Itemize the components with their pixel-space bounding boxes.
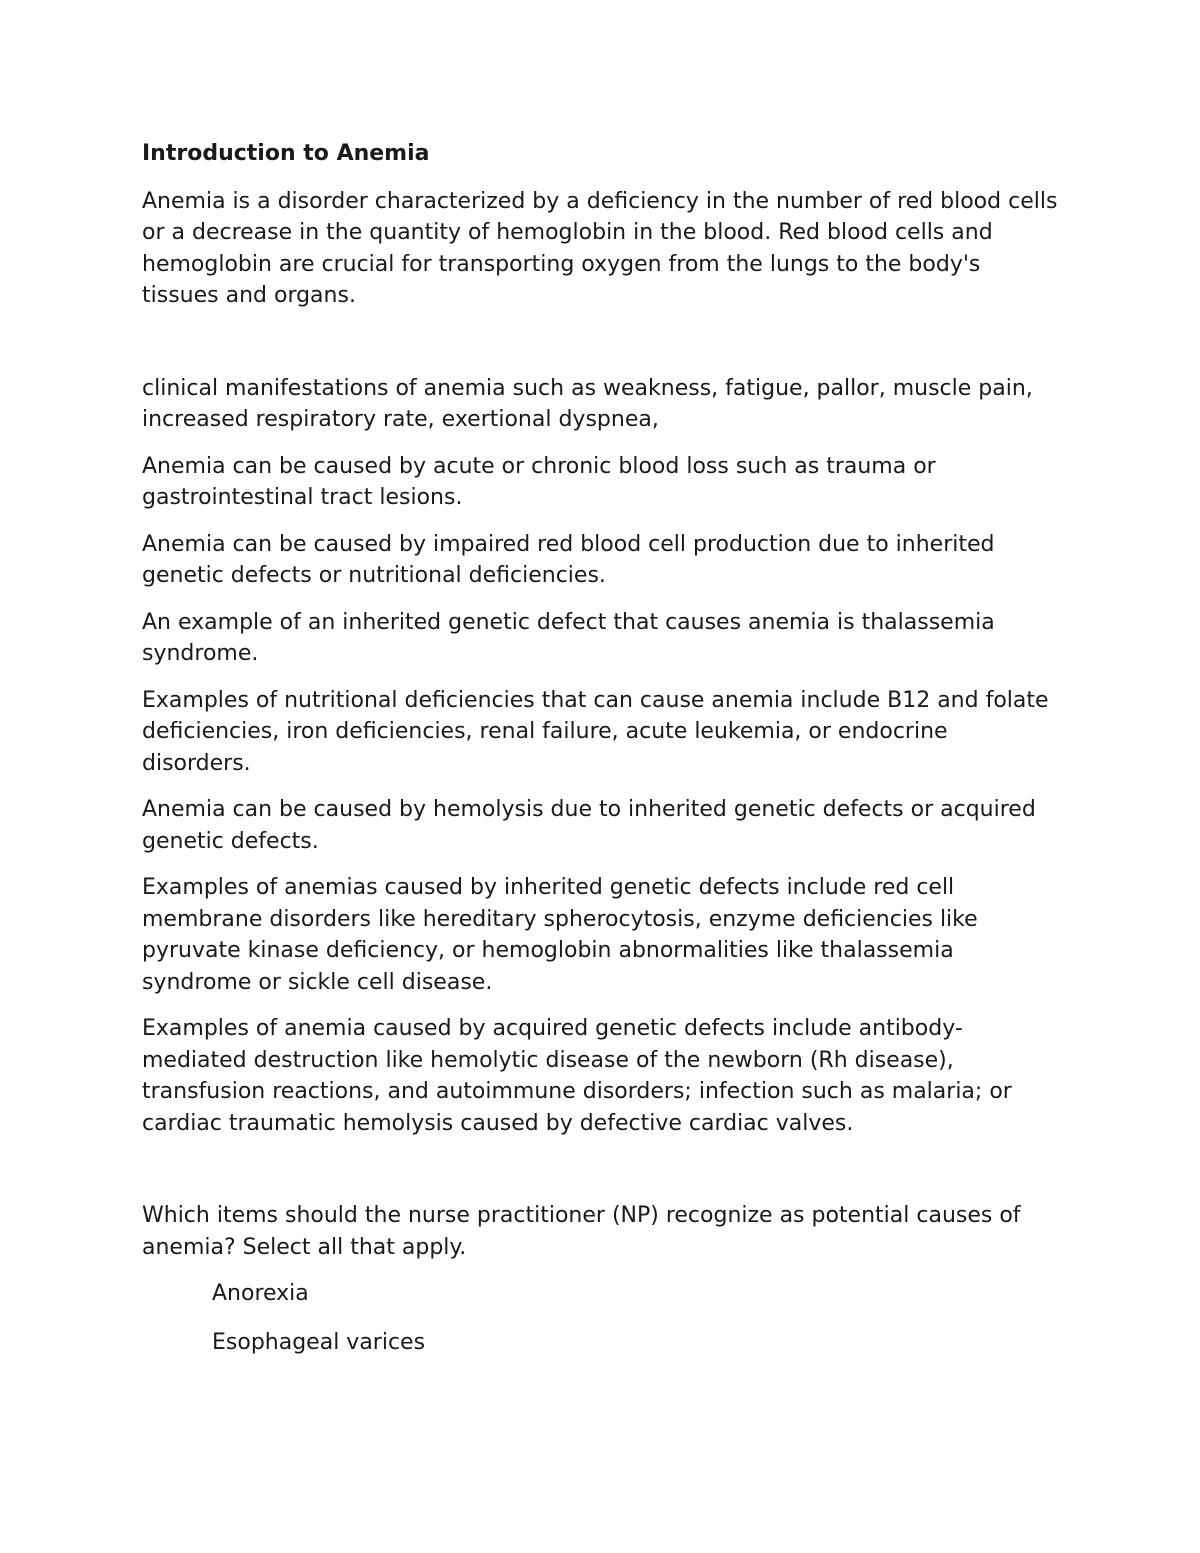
paragraph-manifestations: clinical manifestations of anemia such as weakness, fatigue, pallor, muscle pain, increased respiratory rate, exertional dyspnea,: [142, 375, 1033, 432]
paragraph-impaired-production: Anemia can be caused by impaired red blood cell production due to inherited genetic defects or nutritional deficiencies.: [142, 531, 995, 588]
option-item: Anorexia: [212, 1281, 309, 1306]
paragraph-blood-loss: Anemia can be caused by acute or chronic blood loss such as trauma or gastrointestinal tract lesions.: [142, 453, 936, 510]
paragraph-thalassemia-example: An example of an inherited genetic defect that causes anemia is thalassemia syndrome.: [142, 609, 995, 666]
paragraph-hemolysis: Anemia can be caused by hemolysis due to inherited genetic defects or acquired genetic defects.: [142, 797, 1036, 854]
paragraph-inherited-examples: Examples of anemias caused by inherited genetic defects include red cell membrane disorders like hereditary spherocytosis, enzyme deficiencies like pyruvate kinase deficiency, or hemoglobin abnormalities like thalassemia syndrome or sickle cell disease.: [142, 875, 978, 995]
question-text: Which items should the nurse practitioner (NP) recognize as potential causes of anemia? Select all that apply.: [142, 1203, 1021, 1260]
document-title: Introduction to Anemia: [142, 141, 430, 166]
paragraph-acquired-examples: Examples of anemia caused by acquired genetic defects include antibody-mediated destruction like hemolytic disease of the newborn (Rh disease), transfusion reactions, and autoimmune disorders; infection such as malaria; or cardiac traumatic hemolysis caused by defective cardiac valves.: [142, 1016, 1012, 1136]
option-item: Esophageal varices: [212, 1329, 426, 1355]
paragraph-nutritional-examples: Examples of nutritional deficiencies that can cause anemia include B12 and folate deficiencies, iron deficiencies, renal failure, acute leukemia, or endocrine disorders.: [142, 687, 1049, 776]
paragraph-definition: Anemia is a disorder characterized by a deficiency in the number of red blood cells or a decrease in the quantity of hemoglobin in the blood. Red blood cells and hemoglobin are crucial for transporting oxygen from the lungs to the body's tissues and organs.: [142, 188, 1058, 308]
